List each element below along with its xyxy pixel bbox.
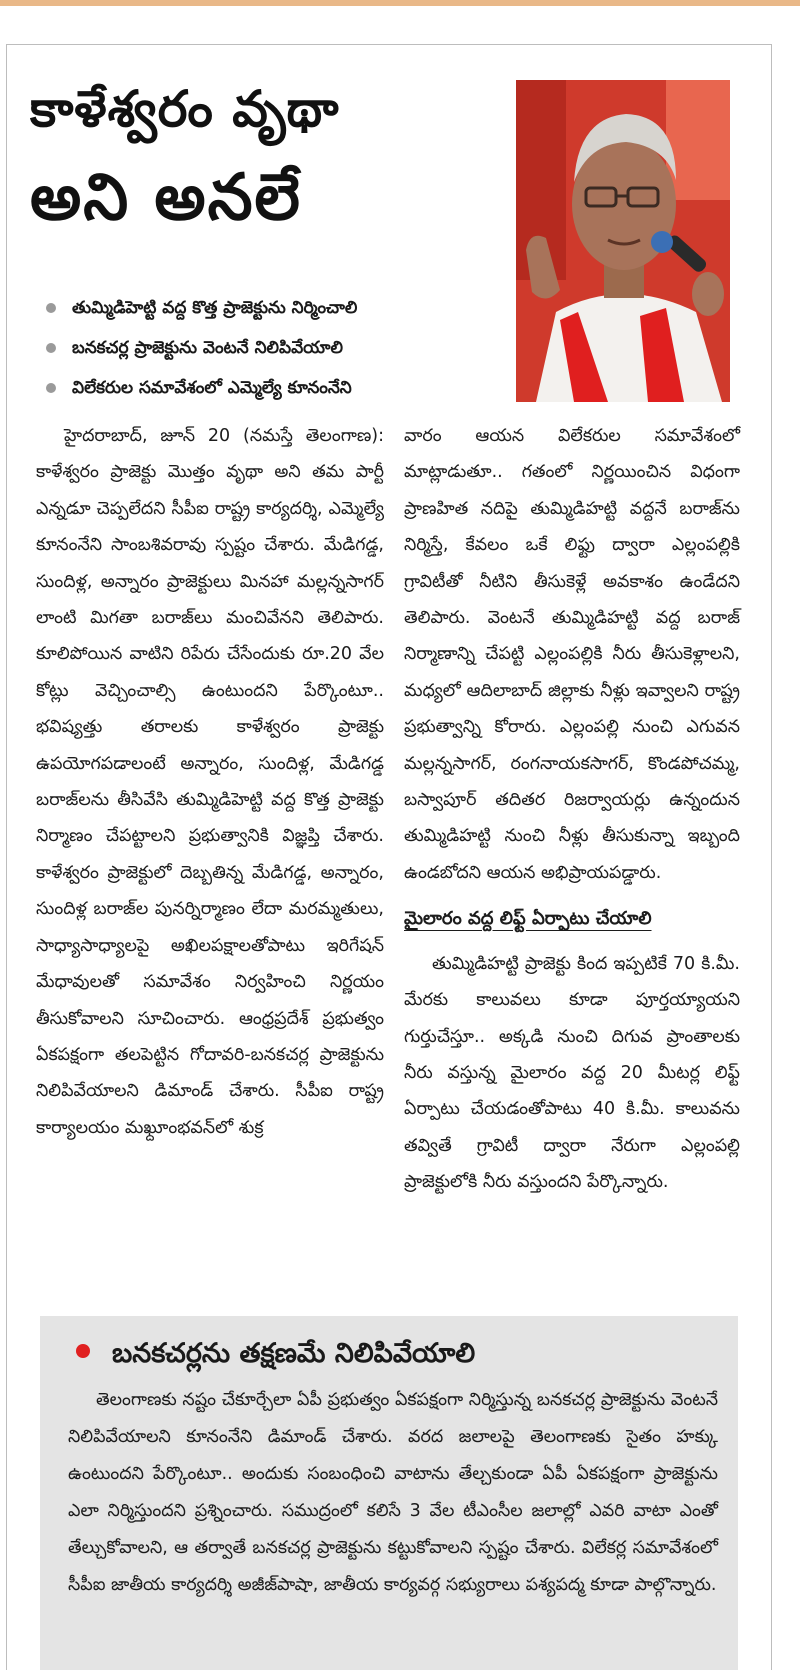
red-dot-icon [76, 1344, 90, 1358]
article-column-2 [404, 418, 740, 1201]
sidebar-box-title-text: బనకచర్లను తక్షణమే నిలిపివేయాలి [112, 1338, 476, 1369]
speaker-photo-illustration [516, 80, 730, 402]
bullet-dot-icon [46, 383, 56, 393]
sidebar-box-body: తెలంగాణకు నష్టం చేకూర్చేలా ఏపీ ప్రభుత్వం ఏకపక్షంగా నిర్మిస్తున్న బనకచర్ల ప్రాజెక్టును వెంటనే నిలిపివేయాలని కూనంనేని డిమాండ్ చేశారు. వరద జలాలపై తెలంగాణకు సైతం హక్కు ఉంటుందని పేర్కొంటూ.. అందుకు సంబంధించి వాటాను తేల్చకుండా ఏపీ ఏకపక్షంగా ప్రాజెక్టును ఎలా నిర్మిస్తుందని ప్రశ్నించారు. సముద్రంలో కలిసే 3 వేల టీఎంసీల జలాల్లో ఎవరి వాటా ఎంతో తేల్చుకోవాలని, ఆ తర్వాతే బనకచర్ల ప్రాజెక్టును కట్టుకోవాలని స్పష్టం చేశారు. విలేకర్ల సమావేశంలో సీపీఐ జాతీయ కార్యదర్శి అజీజ్‌పాషా, జాతీయ కార్యవర్గ సభ్యురాలు పశ్యపద్మ కూడా పాల్గొన్నారు. [68, 1390, 718, 1595]
bullet-dot-icon [46, 343, 56, 353]
summary-bullet [40, 288, 510, 328]
article-paragraph: హైదరాబాద్, జూన్ 20 (నమస్తే తెలంగాణ): కాళేశ్వరం ప్రాజెక్టు మొత్తం వృథా అని తమ పార్టీ ఎన్నడూ చెప్పలేదని సీపీఐ రాష్ట్ర కార్యదర్శి, ఎమ్మెల్యే కూనంనేని సాంబశివరావు స్పష్టం చేశారు. మేడిగడ్డ, సుందిళ్ల, అన్నారం ప్రాజెక్టులు మినహా మల్లన్నసాగర్ లాంటి మిగతా బరాజ్‌లు మంచివేనని తెలిపారు. కూలిపోయిన వాటిని రిపేరు చేసేందుకు రూ.20 వేల కోట్లు వెచ్చించాల్సి ఉంటుందని పేర్కొంటూ.. భవిష్యత్తు తరాలకు కాళేశ్వరం ప్రాజెక్టు ఉపయోగపడాలంటే అన్నారం, సుందిళ్ల, మేడిగడ్డ బరాజ్‌లను తీసివేసి తుమ్మిడిహెట్టి వద్ద కొత్త ప్రాజెక్టు నిర్మాణం చేపట్టాలని ప్రభుత్వానికి విజ్ఞప్తి చేశారు. కాళేశ్వరం ప్రాజెక్టులో దెబ్బతిన్న మేడిగడ్డ, అన్నారం, సుందిళ్ల బరాజ్‌ల పునర్నిర్మాణం లేదా మరమ్మతులు, సాధ్యాసాధ్యాలపై అఖిలపక్షాలతోపాటు ఇరిగేషన్ మేధావులతో సమావేశం నిర్వహించి నిర్ణయం తీసుకోవాలని సూచించారు. ఆంధ్రప్రదేశ్ ప్రభుత్వం ఏకపక్షంగా తలపెట్టిన గోదావరి-బనకచర్ల ప్రాజెక్టును నిలిపివేయాలని డిమాండ్ చేశారు. సీపీఐ రాష్ట్ర కార్యాలయం మఖ్దూంభవన్‌లో శుక్ర [36, 426, 384, 1138]
sidebar-box-title [76, 1334, 475, 1374]
section-subheading: మైలారం వద్ద లిఫ్ట్ ఏర్పాటు చేయాలి [404, 908, 652, 930]
summary-bullet-text: తుమ్మిడిహెట్టి వద్ద కొత్త ప్రాజెక్టును నిర్మించాలి [72, 298, 358, 318]
headline-line-2: అని అనలే [30, 161, 302, 235]
headline [30, 66, 490, 244]
summary-bullet [40, 368, 510, 408]
summary-bullets [40, 288, 510, 408]
article-column-1 [36, 418, 384, 1146]
summary-bullet-text: బనకచర్ల ప్రాజెక్టును వెంటనే నిలిపివేయాలి [72, 338, 343, 358]
summary-bullet-text: విలేకరుల సమావేశంలో ఎమ్మెల్యే కూనంనేని [72, 378, 352, 398]
summary-bullet [40, 328, 510, 368]
speaker-photo [516, 80, 730, 402]
article-paragraph: తుమ్మిడిహట్టి ప్రాజెక్టు కింద ఇప్పటికే 70 కి.మీ. మేరకు కాలువలు కూడా పూర్తయ్యాయని గుర్తుచేస్తూ.. అక్కడి నుంచి దిగువ ప్రాంతాలకు నీరు వస్తున్న మైలారం వద్ద 20 మీటర్ల లిఫ్ట్ ఏర్పాటు చేయడంతోపాటు 40 కి.మీ. కాలువను తవ్వితే గ్రావిటీ ద్వారా నేరుగా ఎల్లంపల్లి ప్రాజెక్టులోకి నీరు వస్తుందని పేర్కొన్నారు. [404, 953, 740, 1193]
top-rule [0, 0, 800, 6]
article-paragraph-continued: వారం ఆయన విలేకరుల సమావేశంలో మాట్లాడుతూ.. గతంలో నిర్ణయించిన విధంగా ప్రాణహిత నదిపై తుమ్మిడిహట్టి వద్దనే బరాజ్‌ను నిర్మిస్తే, కేవలం ఒకే లిఫ్టు ద్వారా ఎల్లంపల్లికి గ్రావిటీతో నీటిని తీసుకెళ్లే అవకాశం ఉండేదని తెలిపారు. వెంటనే తుమ్మిడిహట్టి వద్ద బరాజ్ నిర్మాణాన్ని చేపట్టి ఎల్లంపల్లికి నీరు తీసుకెళ్లాలని, మధ్యలో ఆదిలాబాద్ జిల్లాకు నీళ్లు ఇవ్వాలని రాష్ట్ర ప్రభుత్వాన్ని కోరారు. ఎల్లంపల్లి నుంచి ఎగువన మల్లన్నసాగర్, రంగనాయకసాగర్, కొండపోచమ్మ, బస్వాపూర్ తదితర రిజర్వాయర్లు ఉన్నందున తుమ్మిడిహట్టి నుంచి నీళ్లు తీసుకున్నా ఇబ్బంది ఉండబోదని ఆయన అభిప్రాయపడ్డారు. [404, 426, 740, 883]
sidebar-box [40, 1316, 738, 1670]
bullet-dot-icon [46, 303, 56, 313]
headline-line-1: కాళేశ్వరం వృథా [30, 80, 340, 138]
